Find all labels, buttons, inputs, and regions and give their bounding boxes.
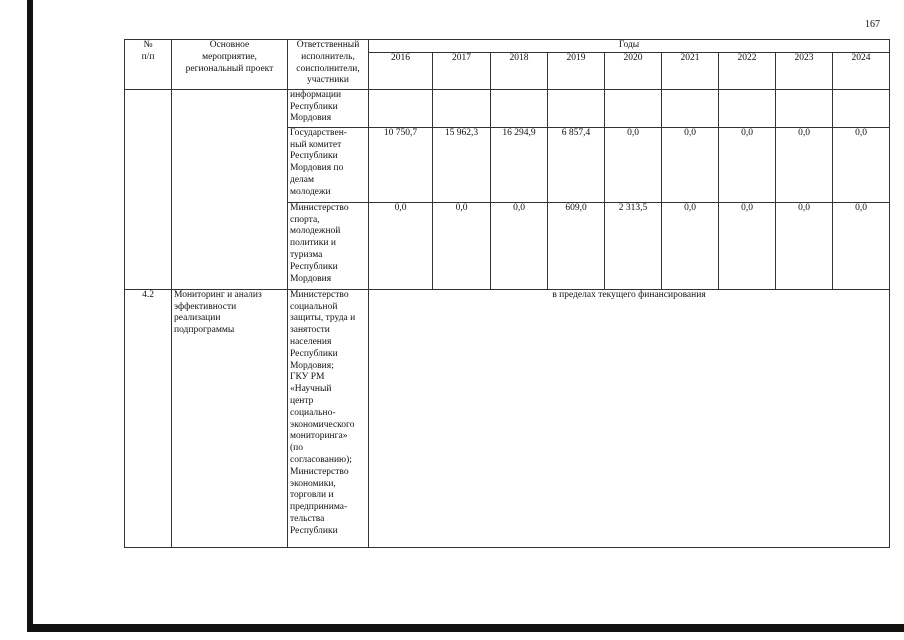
row-measure: Мониторинг и анализ эффективности реализации подпрограммы [172,289,288,547]
year-2024: 2024 [833,52,890,89]
budget-table [124,39,890,548]
row-num: 4.2 [125,289,172,547]
year-2018: 2018 [491,52,548,89]
page-number: 167 [865,19,880,30]
value-cell [719,89,776,127]
header-measure: Основное мероприятие, региональный проект [172,40,288,90]
table-row [125,89,890,127]
value-cell: 0,0 [833,202,890,289]
value-cell: 6 857,4 [548,127,605,202]
value-cell: 609,0 [548,202,605,289]
value-cell [833,89,890,127]
financing-note: в пределах текущего финансирования [369,289,890,547]
row-measure-cell [172,89,288,289]
year-2022: 2022 [719,52,776,89]
value-cell: 0,0 [719,127,776,202]
year-2017: 2017 [433,52,491,89]
row-executor: информации Республики Мордовия [288,89,369,127]
header-row-1 [125,40,890,53]
value-cell: 16 294,9 [491,127,548,202]
value-cell: 0,0 [833,127,890,202]
year-2016: 2016 [369,52,433,89]
value-cell: 2 313,5 [605,202,662,289]
value-cell: 15 962,3 [433,127,491,202]
header-num: № п/п [125,40,172,90]
header-years: Годы [369,40,890,53]
year-2023: 2023 [776,52,833,89]
year-2019: 2019 [548,52,605,89]
row-executor: Государствен- ный комитет Республики Мордовия по делам молодежи [288,127,369,202]
year-2020: 2020 [605,52,662,89]
value-cell [776,89,833,127]
year-2021: 2021 [662,52,719,89]
value-cell: 10 750,7 [369,127,433,202]
value-cell [548,89,605,127]
value-cell [605,89,662,127]
value-cell: 0,0 [369,202,433,289]
scan-left-edge [27,0,33,632]
scan-bottom-edge [27,624,904,632]
value-cell: 0,0 [662,202,719,289]
value-cell: 0,0 [776,127,833,202]
value-cell: 0,0 [719,202,776,289]
value-cell: 0,0 [662,127,719,202]
value-cell [369,89,433,127]
table-row-4-2 [125,289,890,547]
value-cell: 0,0 [491,202,548,289]
row-executor: Министерство социальной защиты, труда и занятости населения Республики Мордовия; ГКУ РМ «Научный центр социально- экономического мониторинга» (по согласованию); Министерство экономики, торговли и предпринима- тельства Республики [288,289,369,547]
row-num-cell [125,89,172,289]
value-cell: 0,0 [605,127,662,202]
header-executor: Ответственный исполнитель, соисполнители, участники [288,40,369,90]
value-cell: 0,0 [433,202,491,289]
value-cell: 0,0 [776,202,833,289]
value-cell [433,89,491,127]
row-executor: Министерство спорта, молодежной политики и туризма Республики Мордовия [288,202,369,289]
value-cell [662,89,719,127]
value-cell [491,89,548,127]
